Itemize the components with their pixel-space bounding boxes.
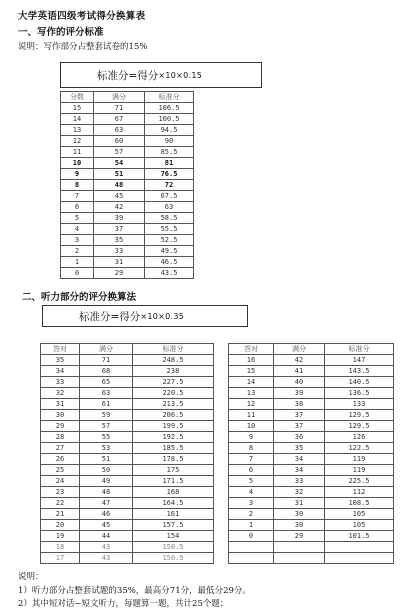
table-cell: 178.5: [133, 454, 214, 465]
table-cell: 43: [80, 553, 133, 564]
table-cell: 6: [229, 465, 274, 476]
table-cell: 35: [274, 443, 325, 454]
table-cell: 7: [229, 454, 274, 465]
table-cell: 37: [274, 421, 325, 432]
table-cell: 46: [80, 509, 133, 520]
formula-tail: ×10×0.35: [140, 311, 185, 321]
formula-main: 标准分=得分: [79, 310, 141, 323]
table-row: [41, 421, 394, 432]
table-row: [41, 377, 394, 388]
table-cell: 29: [274, 531, 325, 542]
table-row: [41, 388, 394, 399]
table-cell: 0: [229, 531, 274, 542]
table-row: [41, 355, 394, 366]
table-cell: [229, 542, 274, 553]
table-cell: 119: [325, 454, 394, 465]
table-cell: 29: [94, 268, 145, 279]
table-cell: 2: [229, 509, 274, 520]
table-row: [61, 180, 194, 191]
table-header: 满分: [274, 344, 325, 355]
table-cell: 55.5: [145, 224, 194, 235]
table-gap: [214, 454, 229, 465]
table-row: [61, 114, 194, 125]
table-row: [61, 235, 194, 246]
table-gap: [214, 476, 229, 487]
table-row: [61, 169, 194, 180]
table-cell: 67: [94, 114, 145, 125]
table-gap: [214, 355, 229, 366]
table-cell: 16: [229, 355, 274, 366]
table-gap: [214, 432, 229, 443]
table-cell: 81: [145, 158, 194, 169]
table-cell: 30: [274, 520, 325, 531]
table-cell: 49: [80, 476, 133, 487]
table-cell: 3: [229, 498, 274, 509]
table-cell: 57: [94, 147, 145, 158]
table-cell: 192.5: [133, 432, 214, 443]
table-row: [61, 158, 194, 169]
table-cell: 47: [80, 498, 133, 509]
table-cell: 129.5: [325, 410, 394, 421]
table-cell: 106.5: [145, 103, 194, 114]
table-gap: [214, 542, 229, 553]
formula-tail: ×10×0.15: [158, 70, 203, 80]
table-cell: 33: [41, 377, 80, 388]
table-cell: 39: [94, 213, 145, 224]
table-cell: 12: [61, 136, 94, 147]
table-cell: 36: [274, 432, 325, 443]
table-row: [61, 246, 194, 257]
table-cell: 220.5: [133, 388, 214, 399]
table-cell: 71: [94, 103, 145, 114]
table-cell: 49.5: [145, 246, 194, 257]
table-cell: 213.5: [133, 399, 214, 410]
table-row: [61, 213, 194, 224]
table-row: [41, 553, 394, 564]
table-row: [41, 366, 394, 377]
table-cell: 12: [229, 399, 274, 410]
table-cell: 39: [274, 388, 325, 399]
table-cell: 38: [274, 399, 325, 410]
table-cell: 13: [61, 125, 94, 136]
table-gap: [214, 344, 229, 355]
table-gap: [214, 509, 229, 520]
table-cell: 5: [229, 476, 274, 487]
table-cell: 150.5: [133, 553, 214, 564]
table-cell: 14: [61, 114, 94, 125]
table-cell: 105: [325, 509, 394, 520]
table-cell: 1: [61, 257, 94, 268]
table-cell: 33: [274, 476, 325, 487]
table-cell: 27: [41, 443, 80, 454]
table-cell: 63: [94, 125, 145, 136]
table-gap: [214, 410, 229, 421]
table-cell: 59: [80, 410, 133, 421]
table-cell: 17: [41, 553, 80, 564]
table-cell: 67.5: [145, 191, 194, 202]
table-cell: 227.5: [133, 377, 214, 388]
table-cell: 31: [274, 498, 325, 509]
table-cell: 154: [133, 531, 214, 542]
table-cell: 43: [80, 542, 133, 553]
table-row: [41, 531, 394, 542]
table-cell: 43.5: [145, 268, 194, 279]
table-cell: 140.5: [325, 377, 394, 388]
table-row: [41, 432, 394, 443]
table-cell: 129.5: [325, 421, 394, 432]
table-cell: 68: [80, 366, 133, 377]
table-gap: [214, 520, 229, 531]
table-gap: [214, 399, 229, 410]
table-cell: 10: [229, 421, 274, 432]
table-cell: [325, 542, 394, 553]
table-cell: 50: [80, 465, 133, 476]
table-cell: 76.5: [145, 169, 194, 180]
table-row: [41, 509, 394, 520]
table-cell: 29: [41, 421, 80, 432]
table-cell: 4: [229, 487, 274, 498]
table-cell: 40: [274, 377, 325, 388]
table-row: [41, 542, 394, 553]
table-cell: 5: [61, 213, 94, 224]
table-cell: 119: [325, 465, 394, 476]
table-cell: 54: [94, 158, 145, 169]
table-row: [61, 136, 194, 147]
table-cell: 94.5: [145, 125, 194, 136]
table-cell: 122.5: [325, 443, 394, 454]
table-cell: 42: [94, 202, 145, 213]
table-row: [41, 498, 394, 509]
footer-line-1: 1）听力部分占整套试题的35%，最高分71分，最低分29分。: [18, 586, 251, 596]
table-cell: 52.5: [145, 235, 194, 246]
table-cell: 45: [80, 520, 133, 531]
writing-score-table: [60, 91, 194, 279]
table-cell: 133: [325, 399, 394, 410]
table-row: [41, 487, 394, 498]
table-gap: [214, 377, 229, 388]
table-cell: 11: [229, 410, 274, 421]
table-row: [41, 410, 394, 421]
table-cell: 0: [61, 268, 94, 279]
table-cell: 34: [41, 366, 80, 377]
table-cell: 48: [80, 487, 133, 498]
table-cell: 20: [41, 520, 80, 531]
table-header: 答对: [41, 344, 80, 355]
table-cell: 32: [274, 487, 325, 498]
table-cell: 72: [145, 180, 194, 191]
table-cell: 171.5: [133, 476, 214, 487]
table-cell: 65: [80, 377, 133, 388]
table-cell: 112: [325, 487, 394, 498]
table-cell: 10: [61, 158, 94, 169]
table-cell: 108.5: [325, 498, 394, 509]
table-cell: 161: [133, 509, 214, 520]
table-cell: 21: [41, 509, 80, 520]
table-cell: 51: [80, 454, 133, 465]
table-cell: 53: [80, 443, 133, 454]
table-cell: 55: [80, 432, 133, 443]
table-cell: 32: [41, 388, 80, 399]
table-cell: 37: [274, 410, 325, 421]
table-cell: 35: [94, 235, 145, 246]
table-cell: 63: [145, 202, 194, 213]
table-cell: 41: [274, 366, 325, 377]
table-cell: 8: [61, 180, 94, 191]
table-header: 标准分: [133, 344, 214, 355]
table-cell: 31: [94, 257, 145, 268]
table-cell: 4: [61, 224, 94, 235]
table-cell: 168: [133, 487, 214, 498]
table-header: 分数: [61, 92, 94, 103]
table-cell: 199.5: [133, 421, 214, 432]
table-gap: [214, 465, 229, 476]
table-cell: 8: [229, 443, 274, 454]
table-cell: 150.5: [133, 542, 214, 553]
table-row: [61, 103, 194, 114]
table-cell: 225.5: [325, 476, 394, 487]
section1-heading: 一、写作的评分标准: [18, 27, 104, 38]
table-cell: 33: [94, 246, 145, 257]
table-cell: 45: [94, 191, 145, 202]
table-cell: 143.5: [325, 366, 394, 377]
table-cell: 15: [229, 366, 274, 377]
table-cell: 3: [61, 235, 94, 246]
table-row: [41, 465, 394, 476]
table-row: [61, 147, 194, 158]
table-row: [41, 454, 394, 465]
table-row: [61, 268, 194, 279]
table-cell: 2: [61, 246, 94, 257]
table-gap: [214, 487, 229, 498]
table-cell: 34: [274, 465, 325, 476]
footer-line-2: 2）其中短对话~短文听力，每题算一题，共计25个题；: [18, 599, 229, 609]
table-cell: [274, 542, 325, 553]
table-row: [41, 476, 394, 487]
table-cell: 206.5: [133, 410, 214, 421]
table-cell: 58.5: [145, 213, 194, 224]
table-gap: [214, 498, 229, 509]
table-cell: 90: [145, 136, 194, 147]
table-cell: 6: [61, 202, 94, 213]
table-cell: 23: [41, 487, 80, 498]
table-cell: 63: [80, 388, 133, 399]
table-cell: 7: [61, 191, 94, 202]
writing-formula-box: [60, 62, 262, 88]
table-cell: 37: [94, 224, 145, 235]
table-cell: 185.5: [133, 443, 214, 454]
table-row: [41, 443, 394, 454]
table-header: 标准分: [145, 92, 194, 103]
formula-main: 标准分=得分: [97, 69, 159, 82]
table-cell: 60: [94, 136, 145, 147]
table-gap: [214, 388, 229, 399]
page-title: 大学英语四级考试得分换算表: [18, 11, 146, 22]
table-cell: [229, 553, 274, 564]
table-cell: 18: [41, 542, 80, 553]
footer-label: 说明：: [18, 572, 44, 582]
table-cell: 30: [274, 509, 325, 520]
table-cell: [274, 553, 325, 564]
table-gap: [214, 421, 229, 432]
table-row: [41, 520, 394, 531]
table-cell: 48: [94, 180, 145, 191]
table-cell: 57: [80, 421, 133, 432]
table-row: [61, 224, 194, 235]
table-cell: 24: [41, 476, 80, 487]
table-cell: 15: [61, 103, 94, 114]
table-cell: 28: [41, 432, 80, 443]
table-cell: 175: [133, 465, 214, 476]
table-cell: 35: [41, 355, 80, 366]
table-cell: 19: [41, 531, 80, 542]
table-cell: 71: [80, 355, 133, 366]
table-cell: 26: [41, 454, 80, 465]
listening-score-table: [40, 343, 394, 564]
table-cell: [325, 553, 394, 564]
table-cell: 9: [229, 432, 274, 443]
table-cell: 51: [94, 169, 145, 180]
table-row: [61, 125, 194, 136]
table-cell: 100.5: [145, 114, 194, 125]
table-gap: [214, 553, 229, 564]
section1-note: 说明：写作部分占整套试卷的15%: [18, 42, 148, 52]
table-cell: 44: [80, 531, 133, 542]
table-cell: 136.5: [325, 388, 394, 399]
table-cell: 85.5: [145, 147, 194, 158]
table-cell: 31: [41, 399, 80, 410]
table-cell: 101.5: [325, 531, 394, 542]
table-cell: 30: [41, 410, 80, 421]
table-gap: [214, 531, 229, 542]
table-cell: 248.5: [133, 355, 214, 366]
table-cell: 157.5: [133, 520, 214, 531]
table-row: [61, 202, 194, 213]
section2-heading: 二、听力部分的评分换算法: [22, 292, 137, 303]
table-cell: 14: [229, 377, 274, 388]
table-cell: 105: [325, 520, 394, 531]
table-cell: 126: [325, 432, 394, 443]
table-gap: [214, 366, 229, 377]
table-header: 标准分: [325, 344, 394, 355]
listening-formula-box: [42, 305, 248, 327]
table-gap: [214, 443, 229, 454]
table-cell: 13: [229, 388, 274, 399]
table-header: 满分: [94, 92, 145, 103]
table-cell: 61: [80, 399, 133, 410]
table-row: [61, 191, 194, 202]
table-cell: 22: [41, 498, 80, 509]
table-row: [41, 399, 394, 410]
table-cell: 1: [229, 520, 274, 531]
table-header: 满分: [80, 344, 133, 355]
table-row: [61, 257, 194, 268]
table-cell: 238: [133, 366, 214, 377]
table-cell: 164.5: [133, 498, 214, 509]
table-cell: 42: [274, 355, 325, 366]
table-cell: 9: [61, 169, 94, 180]
table-cell: 25: [41, 465, 80, 476]
table-cell: 46.5: [145, 257, 194, 268]
table-header: 答对: [229, 344, 274, 355]
table-cell: 34: [274, 454, 325, 465]
table-cell: 147: [325, 355, 394, 366]
table-cell: 11: [61, 147, 94, 158]
